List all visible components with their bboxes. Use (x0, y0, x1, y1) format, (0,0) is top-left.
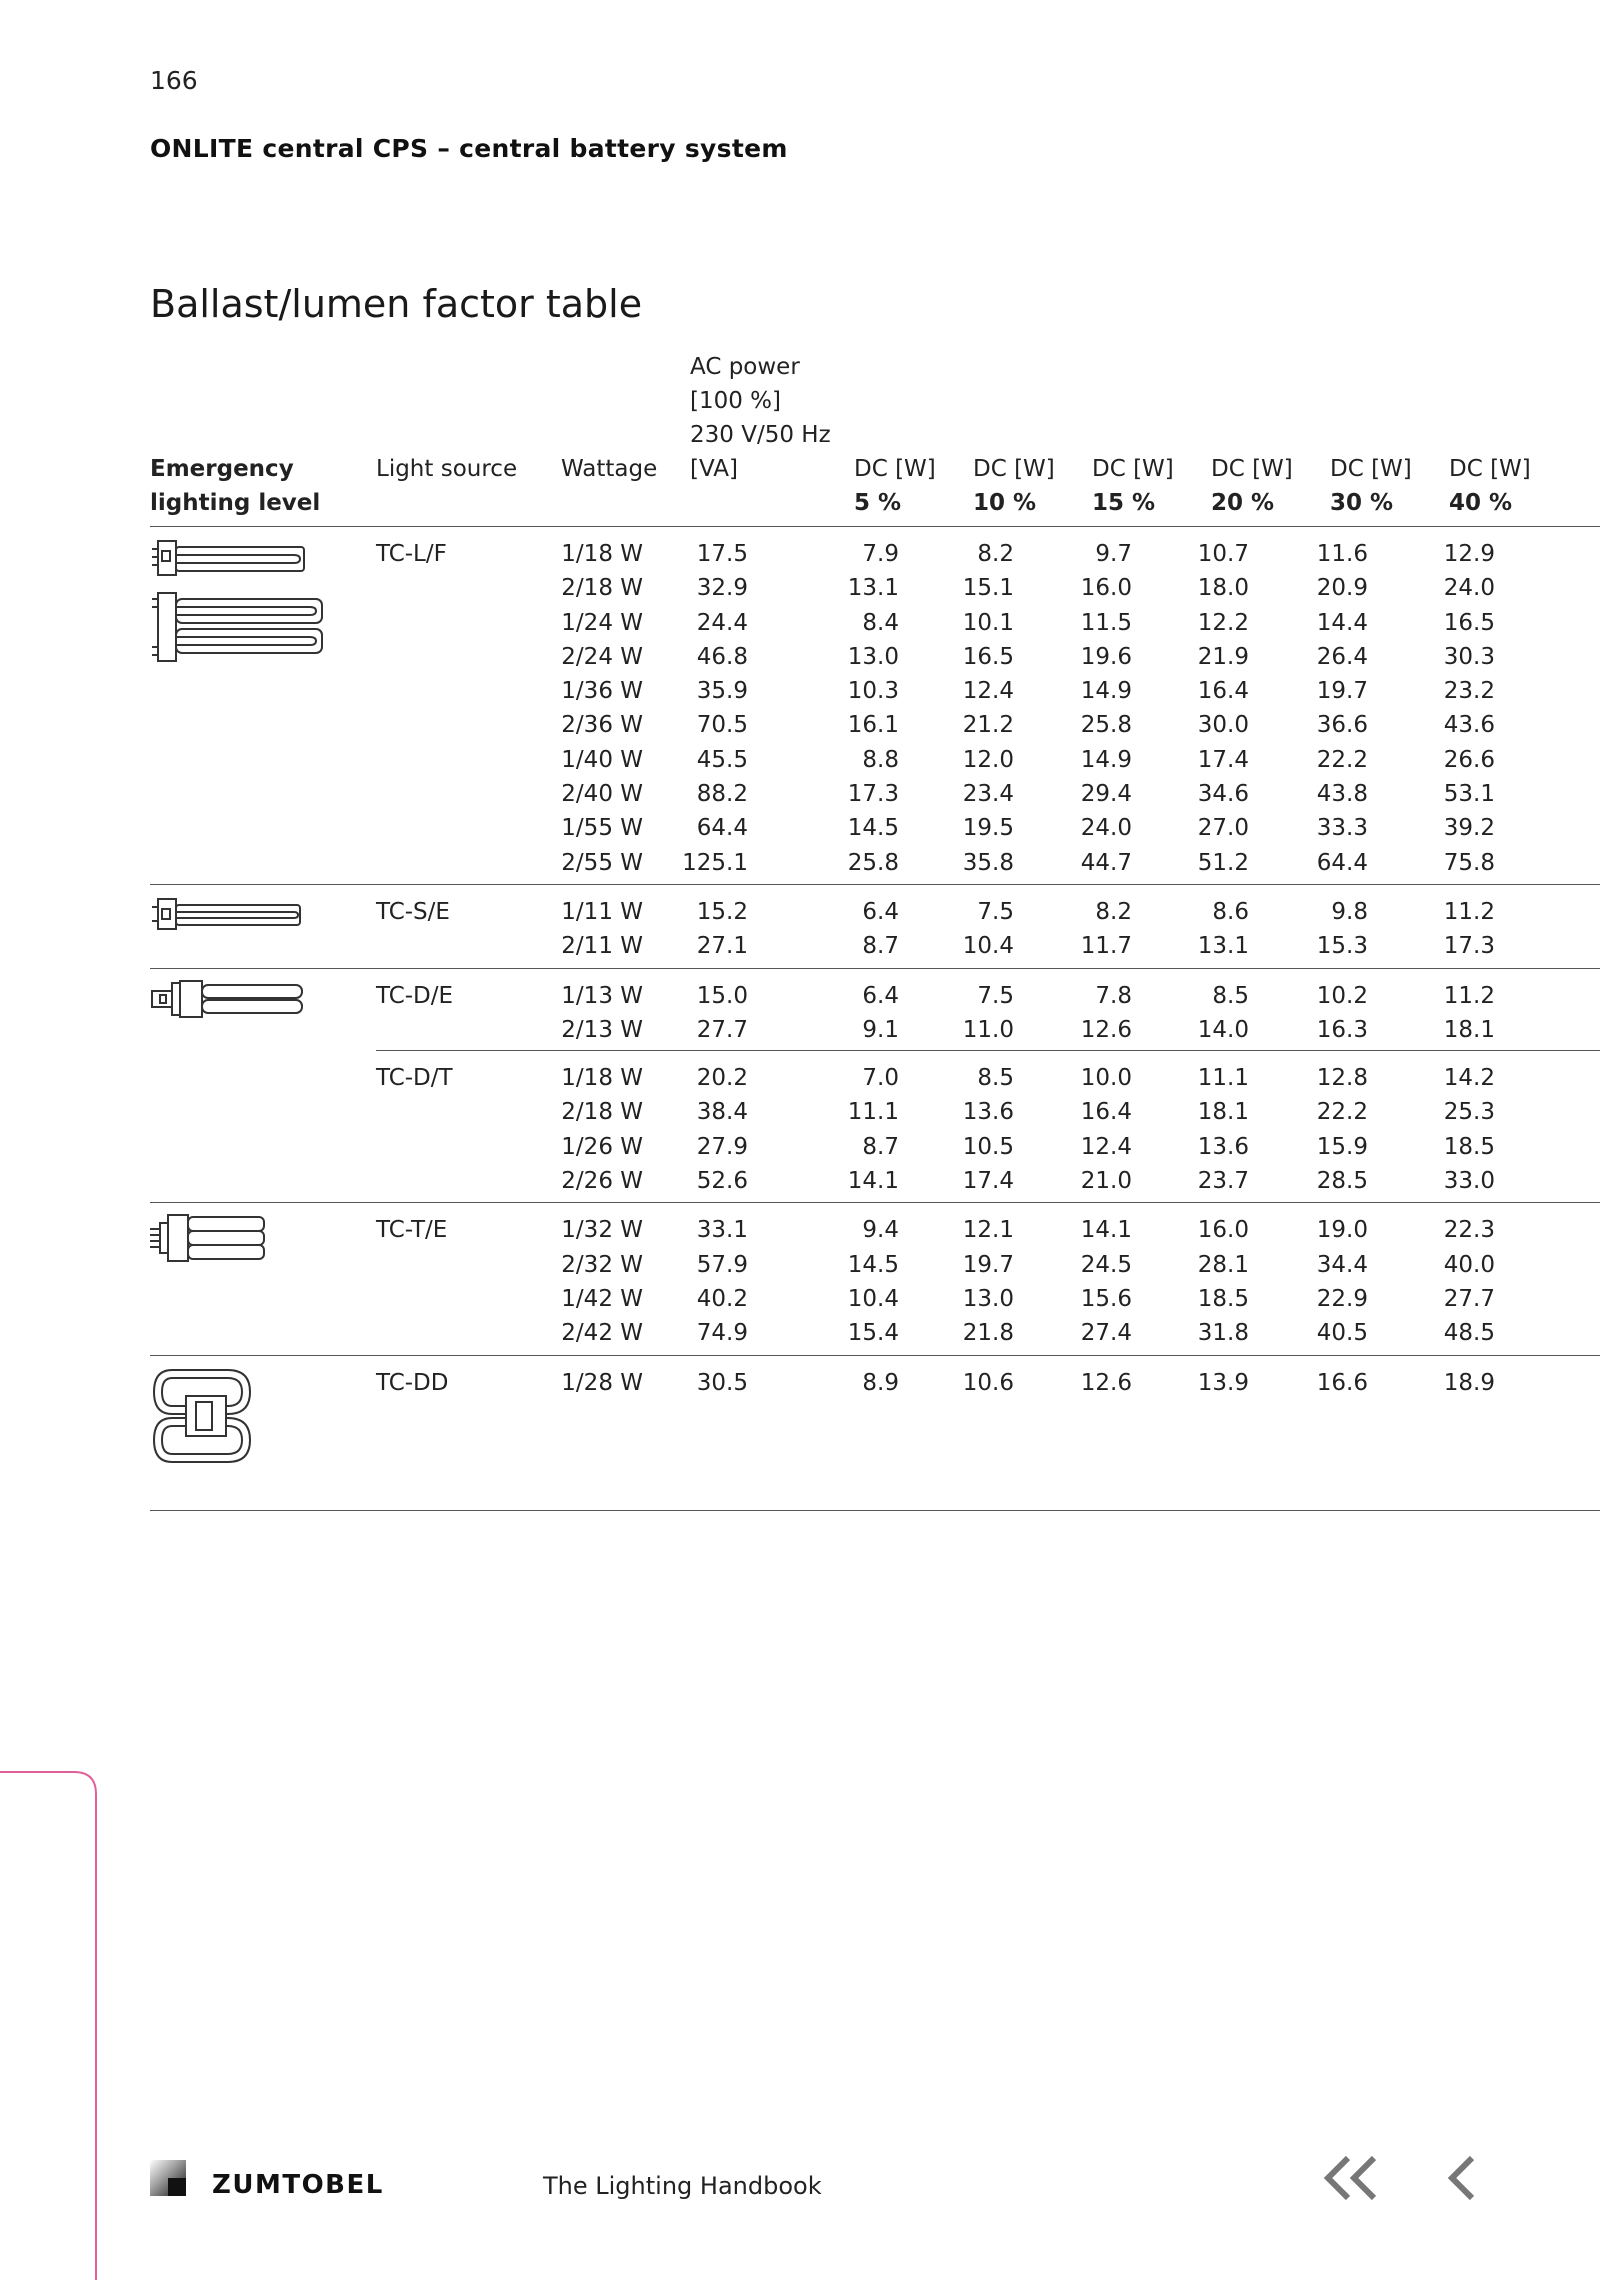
cell-dc-1: 13.0 (847, 643, 899, 670)
cell-ac-power: 30.5 (696, 1369, 748, 1396)
header-ac-line2: [100 %] (690, 388, 782, 414)
cell-dc-3: 16.4 (1080, 1099, 1132, 1126)
cell-light-source: TC-T/E (376, 1217, 448, 1244)
cell-dc-5: 43.8 (1316, 781, 1368, 808)
header-dc-level: 30 % (1330, 490, 1394, 516)
cell-wattage: 1/32 W (561, 1217, 643, 1244)
cell-dc-2: 8.2 (977, 541, 1014, 567)
table-row (150, 1061, 1600, 1095)
cell-dc-5: 20.9 (1316, 575, 1368, 602)
header-dc-label: DC [W] (973, 456, 1055, 482)
cell-dc-1: 14.5 (847, 815, 899, 842)
cell-dc-3: 14.9 (1080, 678, 1132, 705)
cell-dc-6: 40.0 (1443, 1251, 1495, 1278)
cell-dc-3: 11.7 (1080, 933, 1132, 960)
header-ac-line3: 230 V/50 Hz (690, 422, 831, 448)
cell-dc-2: 12.0 (962, 746, 1014, 773)
table-row (150, 1095, 1600, 1129)
cell-wattage: 2/42 W (561, 1320, 643, 1347)
cell-dc-6: 53.1 (1443, 781, 1495, 808)
cell-dc-6: 48.5 (1443, 1320, 1495, 1347)
cell-dc-6: 11.2 (1443, 898, 1495, 925)
cell-dc-5: 9.8 (1331, 898, 1368, 925)
table-row (150, 1130, 1600, 1164)
cell-dc-2: 15.1 (962, 575, 1014, 602)
cell-dc-5: 15.3 (1316, 933, 1368, 960)
double-chevron-left-icon[interactable] (1318, 2150, 1382, 2206)
cell-wattage: 1/36 W (561, 678, 643, 705)
cell-ac-power: 45.5 (696, 746, 748, 773)
cell-dc-3: 27.4 (1080, 1320, 1132, 1347)
cell-wattage: 2/13 W (561, 1016, 643, 1043)
table-row (150, 1248, 1600, 1282)
page-title: Ballast/lumen factor table (150, 282, 643, 326)
cell-light-source: TC-DD (376, 1369, 449, 1396)
table-header (150, 348, 1600, 527)
cell-dc-3: 25.8 (1080, 712, 1132, 739)
cell-dc-1: 8.9 (862, 1369, 899, 1396)
cell-ac-power: 70.5 (696, 712, 748, 739)
cell-dc-6: 11.2 (1443, 982, 1495, 1009)
cell-dc-1: 9.1 (862, 1016, 899, 1043)
header-dc-level: 5 % (854, 490, 902, 516)
header-dc-1 (854, 452, 936, 520)
header-dc-label: DC [W] (1092, 456, 1174, 482)
cell-dc-4: 14.0 (1197, 1016, 1249, 1043)
cell-dc-5: 16.3 (1316, 1016, 1368, 1043)
cell-dc-2: 8.5 (977, 1065, 1014, 1092)
lamp-group (150, 1051, 1600, 1203)
cell-dc-4: 11.1 (1197, 1065, 1249, 1092)
cell-dc-3: 14.1 (1080, 1217, 1132, 1244)
cell-ac-power: 40.2 (696, 1285, 748, 1312)
cell-dc-6: 16.5 (1443, 609, 1495, 636)
table-row (150, 640, 1600, 674)
table-body (150, 527, 1600, 1511)
cell-ac-power: 27.1 (696, 933, 748, 960)
table-row (150, 537, 1600, 571)
cell-dc-1: 10.4 (847, 1285, 899, 1312)
cell-dc-4: 28.1 (1197, 1251, 1249, 1278)
cell-dc-5: 28.5 (1316, 1168, 1368, 1195)
cell-dc-3: 9.7 (1095, 541, 1132, 567)
header-dc-5 (1330, 452, 1412, 520)
cell-dc-2: 13.0 (962, 1285, 1014, 1312)
cell-wattage: 2/26 W (561, 1168, 643, 1195)
table-row (150, 606, 1600, 640)
cell-wattage: 1/18 W (561, 541, 643, 567)
lamp-group (150, 885, 1600, 969)
cell-dc-5: 26.4 (1316, 643, 1368, 670)
cell-dc-2: 21.2 (962, 712, 1014, 739)
header-dc-level: 15 % (1092, 490, 1156, 516)
cell-dc-3: 10.0 (1080, 1065, 1132, 1092)
cell-wattage: 2/24 W (561, 643, 643, 670)
cell-wattage: 2/36 W (561, 712, 643, 739)
cell-ac-power: 15.2 (696, 898, 748, 925)
header-wattage: Wattage (561, 456, 658, 482)
cell-wattage: 1/11 W (561, 898, 643, 925)
cell-light-source: TC-D/T (376, 1065, 453, 1092)
cell-dc-2: 10.5 (962, 1133, 1014, 1160)
cell-dc-2: 10.1 (962, 609, 1014, 636)
chevron-left-icon[interactable] (1440, 2150, 1480, 2206)
page-number: 166 (150, 66, 198, 95)
lamp-group (150, 1203, 1600, 1355)
cell-dc-6: 75.8 (1443, 849, 1495, 876)
cell-dc-5: 19.7 (1316, 678, 1368, 705)
cell-dc-6: 24.0 (1443, 575, 1495, 602)
cell-ac-power: 32.9 (696, 575, 748, 602)
cell-dc-2: 19.7 (962, 1251, 1014, 1278)
cell-ac-power: 64.4 (696, 815, 748, 842)
cell-dc-3: 24.5 (1080, 1251, 1132, 1278)
cell-dc-6: 14.2 (1443, 1065, 1495, 1092)
table-row (150, 929, 1600, 963)
cell-dc-2: 10.4 (962, 933, 1014, 960)
cell-dc-3: 24.0 (1080, 815, 1132, 842)
cell-dc-1: 8.7 (862, 933, 899, 960)
header-dc-level: 20 % (1211, 490, 1275, 516)
cell-dc-4: 13.6 (1197, 1133, 1249, 1160)
cell-wattage: 2/32 W (561, 1251, 643, 1278)
cell-dc-2: 23.4 (962, 781, 1014, 808)
cell-dc-5: 11.6 (1316, 541, 1368, 567)
cell-dc-1: 9.4 (862, 1217, 899, 1244)
cell-dc-4: 8.5 (1212, 982, 1249, 1009)
cell-ac-power: 27.7 (696, 1016, 748, 1043)
cell-dc-4: 8.6 (1212, 898, 1249, 925)
cell-light-source: TC-L/F (376, 541, 447, 567)
cell-dc-2: 35.8 (962, 849, 1014, 876)
cell-dc-6: 39.2 (1443, 815, 1495, 842)
cell-wattage: 2/55 W (561, 849, 643, 876)
table-row (150, 571, 1600, 605)
cell-dc-2: 12.1 (962, 1217, 1014, 1244)
table-row (150, 1013, 1600, 1047)
zumtobel-logo-icon (150, 2160, 186, 2196)
header-light-source: Light source (376, 456, 518, 482)
cell-dc-6: 17.3 (1443, 933, 1495, 960)
lamp-group (150, 527, 1600, 885)
cell-ac-power: 125.1 (682, 849, 748, 876)
cell-dc-3: 11.5 (1080, 609, 1132, 636)
cell-dc-4: 23.7 (1197, 1168, 1249, 1195)
cell-wattage: 1/18 W (561, 1065, 643, 1092)
cell-dc-2: 11.0 (962, 1016, 1014, 1043)
cell-wattage: 1/26 W (561, 1133, 643, 1160)
cell-dc-2: 16.5 (962, 643, 1014, 670)
cell-dc-3: 29.4 (1080, 781, 1132, 808)
cell-dc-3: 19.6 (1080, 643, 1132, 670)
table-row (150, 979, 1600, 1013)
cell-dc-4: 16.0 (1197, 1217, 1249, 1244)
cell-dc-3: 21.0 (1080, 1168, 1132, 1195)
cell-dc-6: 18.9 (1443, 1369, 1495, 1396)
cell-dc-3: 16.0 (1080, 575, 1132, 602)
cell-dc-4: 13.1 (1197, 933, 1249, 960)
cell-dc-1: 7.9 (862, 541, 899, 567)
lamp-group (150, 969, 1600, 1052)
table-row (150, 811, 1600, 845)
cell-dc-6: 18.5 (1443, 1133, 1495, 1160)
table-row (150, 846, 1600, 880)
cell-ac-power: 57.9 (696, 1251, 748, 1278)
cell-dc-5: 33.3 (1316, 815, 1368, 842)
cell-dc-3: 12.6 (1080, 1369, 1132, 1396)
cell-ac-power: 88.2 (696, 781, 748, 808)
cell-dc-5: 64.4 (1316, 849, 1368, 876)
cell-dc-1: 11.1 (847, 1099, 899, 1126)
cell-dc-6: 18.1 (1443, 1016, 1495, 1043)
table-row (150, 777, 1600, 811)
header-emergency-line1: Emergency (150, 456, 294, 482)
cell-dc-4: 31.8 (1197, 1320, 1249, 1347)
cell-dc-4: 10.7 (1197, 541, 1249, 567)
cell-dc-4: 17.4 (1197, 746, 1249, 773)
cell-dc-4: 34.6 (1197, 781, 1249, 808)
header-dc-label: DC [W] (854, 456, 936, 482)
header-ac-line4: [VA] (690, 456, 738, 482)
cell-ac-power: 52.6 (696, 1168, 748, 1195)
cell-dc-2: 10.6 (962, 1369, 1014, 1396)
table-row (150, 1282, 1600, 1316)
cell-dc-6: 25.3 (1443, 1099, 1495, 1126)
table-row (150, 708, 1600, 742)
cell-wattage: 1/13 W (561, 982, 643, 1009)
cell-wattage: 2/18 W (561, 575, 643, 602)
cell-dc-2: 19.5 (962, 815, 1014, 842)
lamp-group (150, 1356, 1600, 1511)
cell-ac-power: 15.0 (696, 982, 748, 1009)
cell-ac-power: 35.9 (696, 678, 748, 705)
cell-ac-power: 46.8 (696, 643, 748, 670)
header-dc-3 (1092, 452, 1174, 520)
cell-light-source: TC-S/E (376, 898, 450, 925)
cell-dc-6: 30.3 (1443, 643, 1495, 670)
cell-dc-6: 43.6 (1443, 712, 1495, 739)
cell-dc-1: 17.3 (847, 781, 899, 808)
cell-dc-4: 18.1 (1197, 1099, 1249, 1126)
cell-dc-1: 14.5 (847, 1251, 899, 1278)
cell-dc-5: 10.2 (1316, 982, 1368, 1009)
cell-dc-2: 13.6 (962, 1099, 1014, 1126)
table-row (150, 1213, 1600, 1247)
cell-dc-4: 12.2 (1197, 609, 1249, 636)
header-emergency (150, 452, 320, 520)
table-row (150, 1316, 1600, 1350)
cell-dc-6: 27.7 (1443, 1285, 1495, 1312)
cell-dc-6: 26.6 (1443, 746, 1495, 773)
cell-dc-1: 10.3 (847, 678, 899, 705)
cell-dc-5: 19.0 (1316, 1217, 1368, 1244)
header-dc-4 (1211, 452, 1293, 520)
header-ac-line1: AC power (690, 354, 800, 380)
cell-dc-2: 17.4 (962, 1168, 1014, 1195)
cell-dc-4: 16.4 (1197, 678, 1249, 705)
table-row (150, 1164, 1600, 1198)
cell-dc-3: 8.2 (1095, 898, 1132, 925)
header-dc-6 (1449, 452, 1531, 520)
cell-ac-power: 27.9 (696, 1133, 748, 1160)
header-dc-label: DC [W] (1330, 456, 1412, 482)
cell-ac-power: 33.1 (696, 1217, 748, 1244)
header-dc-label: DC [W] (1211, 456, 1293, 482)
cell-dc-6: 12.9 (1443, 541, 1495, 567)
cell-ac-power: 20.2 (696, 1065, 748, 1092)
cell-dc-6: 22.3 (1443, 1217, 1495, 1244)
cell-wattage: 1/40 W (561, 746, 643, 773)
handbook-title: The Lighting Handbook (543, 2172, 822, 2200)
header-dc-label: DC [W] (1449, 456, 1531, 482)
cell-dc-2: 7.5 (977, 898, 1014, 925)
cell-wattage: 2/11 W (561, 933, 643, 960)
cell-dc-5: 16.6 (1316, 1369, 1368, 1396)
cell-wattage: 1/55 W (561, 815, 643, 842)
cell-dc-2: 21.8 (962, 1320, 1014, 1347)
cell-wattage: 1/24 W (561, 609, 643, 636)
cell-wattage: 1/28 W (561, 1369, 643, 1396)
cell-dc-1: 8.8 (862, 746, 899, 773)
header-ac-power (690, 350, 831, 486)
cell-dc-4: 51.2 (1197, 849, 1249, 876)
cell-ac-power: 38.4 (696, 1099, 748, 1126)
brand-name: ZUMTOBEL (212, 2170, 384, 2200)
cell-light-source: TC-D/E (376, 982, 454, 1009)
cell-dc-5: 36.6 (1316, 712, 1368, 739)
table-row (150, 1366, 1600, 1400)
cell-dc-4: 27.0 (1197, 815, 1249, 842)
cell-dc-4: 21.9 (1197, 643, 1249, 670)
cell-dc-3: 14.9 (1080, 746, 1132, 773)
cell-wattage: 1/42 W (561, 1285, 643, 1312)
cell-dc-1: 14.1 (847, 1168, 899, 1195)
header-dc-level: 40 % (1449, 490, 1513, 516)
cell-dc-4: 30.0 (1197, 712, 1249, 739)
cell-dc-5: 40.5 (1316, 1320, 1368, 1347)
cell-dc-1: 15.4 (847, 1320, 899, 1347)
header-emergency-line2: lighting level (150, 490, 321, 516)
cell-dc-5: 22.2 (1316, 1099, 1368, 1126)
cell-dc-6: 33.0 (1443, 1168, 1495, 1195)
header-dc-level: 10 % (973, 490, 1037, 516)
cell-dc-3: 12.6 (1080, 1016, 1132, 1043)
cell-dc-3: 12.4 (1080, 1133, 1132, 1160)
ballast-lumen-table (150, 348, 1600, 1511)
cell-dc-3: 7.8 (1095, 982, 1132, 1009)
cell-dc-2: 7.5 (977, 982, 1014, 1009)
cell-dc-5: 22.9 (1316, 1285, 1368, 1312)
section-title: ONLITE central CPS – central battery system (150, 134, 788, 163)
table-row (150, 895, 1600, 929)
cell-wattage: 2/40 W (561, 781, 643, 808)
cell-dc-5: 14.4 (1316, 609, 1368, 636)
cell-dc-2: 12.4 (962, 678, 1014, 705)
cell-dc-1: 8.4 (862, 609, 899, 636)
cell-dc-3: 44.7 (1080, 849, 1132, 876)
cell-dc-5: 12.8 (1316, 1065, 1368, 1092)
cell-dc-5: 34.4 (1316, 1251, 1368, 1278)
cell-dc-1: 6.4 (862, 982, 899, 1009)
cell-dc-1: 16.1 (847, 712, 899, 739)
cell-ac-power: 74.9 (696, 1320, 748, 1347)
table-row (150, 743, 1600, 777)
cell-dc-1: 13.1 (847, 575, 899, 602)
cell-dc-4: 18.0 (1197, 575, 1249, 602)
cell-dc-4: 18.5 (1197, 1285, 1249, 1312)
cell-dc-5: 22.2 (1316, 746, 1368, 773)
cell-dc-1: 8.7 (862, 1133, 899, 1160)
header-dc-2 (973, 452, 1055, 520)
cell-dc-6: 23.2 (1443, 678, 1495, 705)
cell-dc-3: 15.6 (1080, 1285, 1132, 1312)
cell-ac-power: 17.5 (696, 541, 748, 567)
cell-ac-power: 24.4 (696, 609, 748, 636)
cell-dc-5: 15.9 (1316, 1133, 1368, 1160)
cell-dc-1: 6.4 (862, 898, 899, 925)
cell-wattage: 2/18 W (561, 1099, 643, 1126)
chapter-margin-tab (0, 1770, 100, 2280)
cell-dc-1: 7.0 (862, 1065, 899, 1092)
cell-dc-4: 13.9 (1197, 1369, 1249, 1396)
table-row (150, 674, 1600, 708)
cell-dc-1: 25.8 (847, 849, 899, 876)
